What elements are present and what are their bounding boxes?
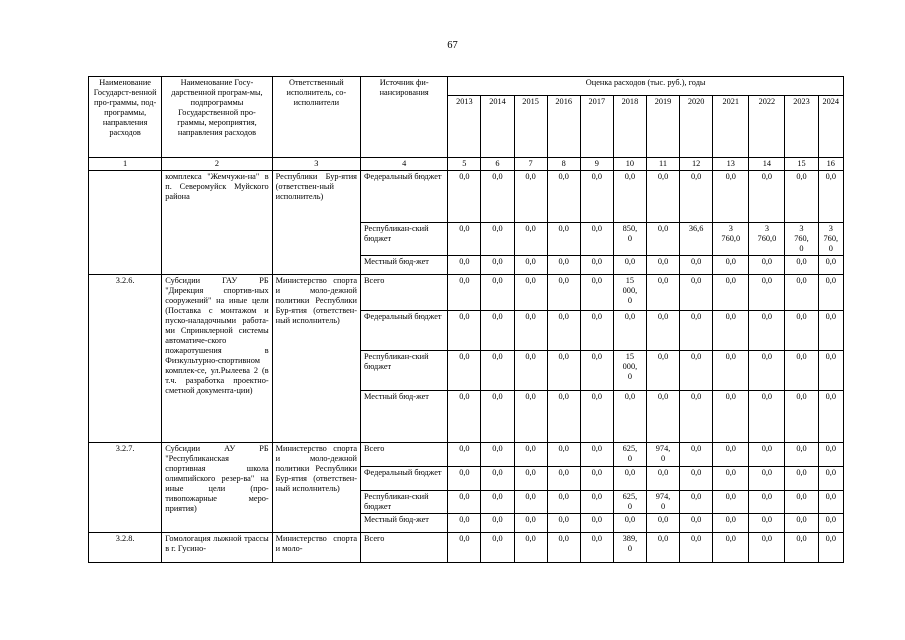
- expense-value: 0,0: [713, 275, 749, 311]
- activity-code: 3.2.8.: [89, 533, 162, 563]
- table-row: [89, 533, 844, 563]
- expense-value: 0,0: [818, 391, 843, 443]
- responsible-executor: Министерство спорта и моло-дежной политики Республики Бур-ятия (ответствен-ный исполнитель): [272, 443, 360, 533]
- expense-value: 15 000, 0: [613, 275, 646, 311]
- expense-value: 0,0: [713, 514, 749, 533]
- activity-name: Субсидии ГАУ РБ "Дирекция спортив-ных сооружений" на иные цели (Поставка с монтажом и пуско-наладочными работа-ми Спринклерной системы автоматиче-ского пожаротушения в Физкультурно-спортивном комплек-се, ул.Рылеева 2 (в т.ч. разработка проектно-сметной документа-ции): [162, 275, 272, 443]
- expense-value: 0,0: [514, 256, 547, 275]
- expense-value: 0,0: [580, 311, 613, 351]
- header-activity: Наименование Госу-дарственной програм-мы, подпрограммы Государственной про-граммы, мероприятия, направления расходов: [162, 77, 272, 158]
- column-index: 1: [89, 158, 162, 171]
- expense-value: 0,0: [481, 351, 514, 391]
- expense-value: 0,0: [580, 223, 613, 256]
- expense-value: 3 760, 0: [818, 223, 843, 256]
- funding-source: Всего: [361, 533, 448, 563]
- expense-value: 0,0: [785, 351, 818, 391]
- expense-value: 0,0: [613, 256, 646, 275]
- funding-source: Республикан-ский бюджет: [361, 223, 448, 256]
- expense-value: 0,0: [680, 171, 713, 223]
- expense-value: 0,0: [680, 443, 713, 467]
- expense-value: 0,0: [481, 223, 514, 256]
- expense-value: 0,0: [448, 467, 481, 491]
- expense-value: 0,0: [713, 443, 749, 467]
- expense-value: 0,0: [580, 467, 613, 491]
- expense-value: 0,0: [818, 351, 843, 391]
- expense-value: 0,0: [818, 311, 843, 351]
- expense-value: 0,0: [749, 391, 785, 443]
- expense-value: 974, 0: [646, 443, 679, 467]
- header-year: 2021: [713, 96, 749, 158]
- column-index: 7: [514, 158, 547, 171]
- expense-value: 0,0: [448, 491, 481, 514]
- header-year: 2016: [547, 96, 580, 158]
- expense-value: 0,0: [448, 223, 481, 256]
- expense-value: 0,0: [481, 311, 514, 351]
- expense-value: 625, 0: [613, 443, 646, 467]
- responsible-executor: Министерство спорта и моло-дежной политики Республики Бур-ятия (ответствен-ный исполнитель): [272, 275, 360, 443]
- expense-value: 15 000, 0: [613, 351, 646, 391]
- expense-value: 0,0: [785, 533, 818, 563]
- expense-value: 0,0: [481, 275, 514, 311]
- expense-value: 0,0: [818, 275, 843, 311]
- expense-value: 0,0: [785, 514, 818, 533]
- table-row: [89, 171, 844, 223]
- expense-value: 0,0: [785, 467, 818, 491]
- expense-value: 0,0: [749, 311, 785, 351]
- column-index: 3: [272, 158, 360, 171]
- expense-value: 0,0: [818, 256, 843, 275]
- expense-value: 0,0: [448, 275, 481, 311]
- expense-value: 0,0: [547, 351, 580, 391]
- expense-value: 3 760,0: [749, 223, 785, 256]
- activity-name: комплекса "Жемчужи-на" в п. Северомуйск Муйского района: [162, 171, 272, 275]
- expense-value: 0,0: [448, 443, 481, 467]
- expense-value: 0,0: [580, 533, 613, 563]
- expense-value: 0,0: [514, 514, 547, 533]
- expense-value: 0,0: [514, 223, 547, 256]
- column-index: 6: [481, 158, 514, 171]
- table-row: [89, 275, 844, 311]
- column-index: 12: [680, 158, 713, 171]
- column-index: 10: [613, 158, 646, 171]
- expense-value: 625, 0: [613, 491, 646, 514]
- expense-value: 0,0: [713, 171, 749, 223]
- expense-value: 0,0: [613, 311, 646, 351]
- expense-value: 0,0: [448, 391, 481, 443]
- header-year: 2022: [749, 96, 785, 158]
- funding-source: Местный бюд-жет: [361, 256, 448, 275]
- expense-value: 0,0: [514, 391, 547, 443]
- expense-value: 0,0: [749, 491, 785, 514]
- expense-value: 0,0: [680, 275, 713, 311]
- expense-value: 0,0: [749, 275, 785, 311]
- expense-value: 0,0: [818, 514, 843, 533]
- expense-value: 0,0: [785, 491, 818, 514]
- expense-value: 0,0: [680, 256, 713, 275]
- expense-value: 0,0: [448, 514, 481, 533]
- header-year: 2024: [818, 96, 843, 158]
- header-year: 2013: [448, 96, 481, 158]
- column-index: 16: [818, 158, 843, 171]
- activity-name: Гомологация лыжной трассы в г. Гусино-: [162, 533, 272, 563]
- expense-value: 0,0: [547, 491, 580, 514]
- funding-source: Федеральный бюджет: [361, 171, 448, 223]
- responsible-executor: Республики Бур-ятия (ответствен-ный исполнитель): [272, 171, 360, 275]
- header-program: Наименование Государст-венной про-граммы, под-программы, направления расходов: [89, 77, 162, 158]
- expense-value: 0,0: [547, 275, 580, 311]
- expense-value: 0,0: [448, 171, 481, 223]
- expense-value: 0,0: [481, 171, 514, 223]
- expense-value: 0,0: [749, 171, 785, 223]
- expense-value: 0,0: [481, 256, 514, 275]
- page-number: 67: [447, 40, 458, 51]
- expense-value: 0,0: [448, 351, 481, 391]
- expense-value: 0,0: [749, 467, 785, 491]
- table-row: [89, 443, 844, 467]
- column-index: 9: [580, 158, 613, 171]
- expense-value: 0,0: [580, 256, 613, 275]
- expense-value: 0,0: [547, 256, 580, 275]
- expense-value: 0,0: [514, 443, 547, 467]
- column-index: 15: [785, 158, 818, 171]
- column-index: 14: [749, 158, 785, 171]
- expense-value: 0,0: [514, 351, 547, 391]
- expense-value: 3 760,0: [713, 223, 749, 256]
- expense-value: 0,0: [646, 514, 679, 533]
- expense-value: 0,0: [646, 391, 679, 443]
- expense-value: 0,0: [613, 514, 646, 533]
- expense-value: 0,0: [713, 256, 749, 275]
- expense-value: 0,0: [646, 351, 679, 391]
- expense-value: 0,0: [713, 491, 749, 514]
- header-year: 2015: [514, 96, 547, 158]
- expense-value: 0,0: [547, 443, 580, 467]
- expense-value: 0,0: [481, 514, 514, 533]
- expense-value: 0,0: [547, 311, 580, 351]
- header-executor: Ответственный исполнитель, со-исполнители: [272, 77, 360, 158]
- funding-source: Республикан-ский бюджет: [361, 351, 448, 391]
- expense-value: 0,0: [481, 443, 514, 467]
- expense-value: 0,0: [547, 391, 580, 443]
- budget-table: [88, 76, 844, 563]
- expense-value: 0,0: [547, 514, 580, 533]
- expense-value: 0,0: [680, 514, 713, 533]
- header-cost-estimate: Оценка расходов (тыс. руб.), годы: [448, 77, 844, 96]
- expense-value: 0,0: [547, 171, 580, 223]
- expense-value: 0,0: [713, 533, 749, 563]
- header-year: 2014: [481, 96, 514, 158]
- expense-value: 389, 0: [613, 533, 646, 563]
- expense-value: 0,0: [580, 171, 613, 223]
- expense-value: 0,0: [713, 467, 749, 491]
- expense-value: 0,0: [580, 275, 613, 311]
- expense-value: 0,0: [749, 351, 785, 391]
- expense-value: 0,0: [785, 311, 818, 351]
- expense-value: 0,0: [448, 256, 481, 275]
- expense-value: 0,0: [646, 311, 679, 351]
- expense-value: 0,0: [514, 311, 547, 351]
- funding-source: Федеральный бюджет: [361, 311, 448, 351]
- expense-value: 0,0: [613, 391, 646, 443]
- expense-value: 0,0: [749, 514, 785, 533]
- expense-value: 0,0: [680, 467, 713, 491]
- expense-value: 0,0: [547, 533, 580, 563]
- expense-value: 0,0: [646, 256, 679, 275]
- funding-source: Всего: [361, 443, 448, 467]
- expense-value: 0,0: [580, 391, 613, 443]
- expense-value: 0,0: [481, 491, 514, 514]
- column-index: 4: [361, 158, 448, 171]
- header-year: 2017: [580, 96, 613, 158]
- expense-value: 0,0: [514, 533, 547, 563]
- expense-value: 0,0: [448, 311, 481, 351]
- expense-value: 0,0: [680, 391, 713, 443]
- expense-value: 0,0: [481, 391, 514, 443]
- column-index: 5: [448, 158, 481, 171]
- expense-value: 0,0: [646, 171, 679, 223]
- column-index: 11: [646, 158, 679, 171]
- expense-value: 0,0: [680, 351, 713, 391]
- expense-value: 0,0: [818, 171, 843, 223]
- expense-value: 0,0: [749, 443, 785, 467]
- funding-source: Всего: [361, 275, 448, 311]
- expense-value: 0,0: [580, 351, 613, 391]
- expense-value: 0,0: [680, 311, 713, 351]
- funding-source: Федеральный бюджет: [361, 467, 448, 491]
- expense-value: 0,0: [613, 467, 646, 491]
- column-index: 2: [162, 158, 272, 171]
- expense-value: 0,0: [646, 275, 679, 311]
- expense-value: 0,0: [749, 533, 785, 563]
- expense-value: 36,6: [680, 223, 713, 256]
- expense-value: 0,0: [713, 351, 749, 391]
- expense-value: 0,0: [613, 171, 646, 223]
- expense-value: 0,0: [785, 256, 818, 275]
- expense-value: 0,0: [580, 443, 613, 467]
- expense-value: 3 760, 0: [785, 223, 818, 256]
- expense-value: 0,0: [818, 443, 843, 467]
- expense-value: 0,0: [514, 275, 547, 311]
- expense-value: 0,0: [481, 533, 514, 563]
- funding-source: Местный бюд-жет: [361, 391, 448, 443]
- expense-value: 0,0: [818, 533, 843, 563]
- expense-value: 0,0: [646, 223, 679, 256]
- header-year: 2018: [613, 96, 646, 158]
- expense-value: 0,0: [514, 467, 547, 491]
- expense-value: 974, 0: [646, 491, 679, 514]
- expense-value: 0,0: [547, 467, 580, 491]
- expense-value: 0,0: [785, 275, 818, 311]
- activity-code: 3.2.7.: [89, 443, 162, 533]
- header-year: 2019: [646, 96, 679, 158]
- expense-value: 0,0: [785, 391, 818, 443]
- expense-value: 0,0: [481, 467, 514, 491]
- expense-value: 0,0: [646, 533, 679, 563]
- expense-value: 0,0: [749, 256, 785, 275]
- expense-value: 0,0: [514, 171, 547, 223]
- expense-value: 0,0: [713, 311, 749, 351]
- activity-name: Субсидии АУ РБ "Республиканская спортивная школа олимпийского резер-ва" на иные цели (про-тивопожарные меро-приятия): [162, 443, 272, 533]
- responsible-executor: Министерство спорта и моло-: [272, 533, 360, 563]
- header-source: Источник фи-нансирования: [361, 77, 448, 158]
- column-index: 8: [547, 158, 580, 171]
- expense-value: 0,0: [646, 467, 679, 491]
- funding-source: Республикан-ский бюджет: [361, 491, 448, 514]
- expense-value: 0,0: [580, 491, 613, 514]
- expense-value: 0,0: [680, 533, 713, 563]
- expense-value: 0,0: [818, 467, 843, 491]
- expense-value: 0,0: [785, 171, 818, 223]
- header-year: 2023: [785, 96, 818, 158]
- expense-value: 0,0: [580, 514, 613, 533]
- expense-value: 0,0: [547, 223, 580, 256]
- column-index: 13: [713, 158, 749, 171]
- funding-source: Местный бюд-жет: [361, 514, 448, 533]
- expense-value: 0,0: [818, 491, 843, 514]
- expense-value: 0,0: [448, 533, 481, 563]
- expense-value: 0,0: [785, 443, 818, 467]
- expense-value: 0,0: [713, 391, 749, 443]
- activity-code: [89, 171, 162, 275]
- activity-code: 3.2.6.: [89, 275, 162, 443]
- expense-value: 0,0: [680, 491, 713, 514]
- expense-value: 850, 0: [613, 223, 646, 256]
- header-year: 2020: [680, 96, 713, 158]
- expense-value: 0,0: [514, 491, 547, 514]
